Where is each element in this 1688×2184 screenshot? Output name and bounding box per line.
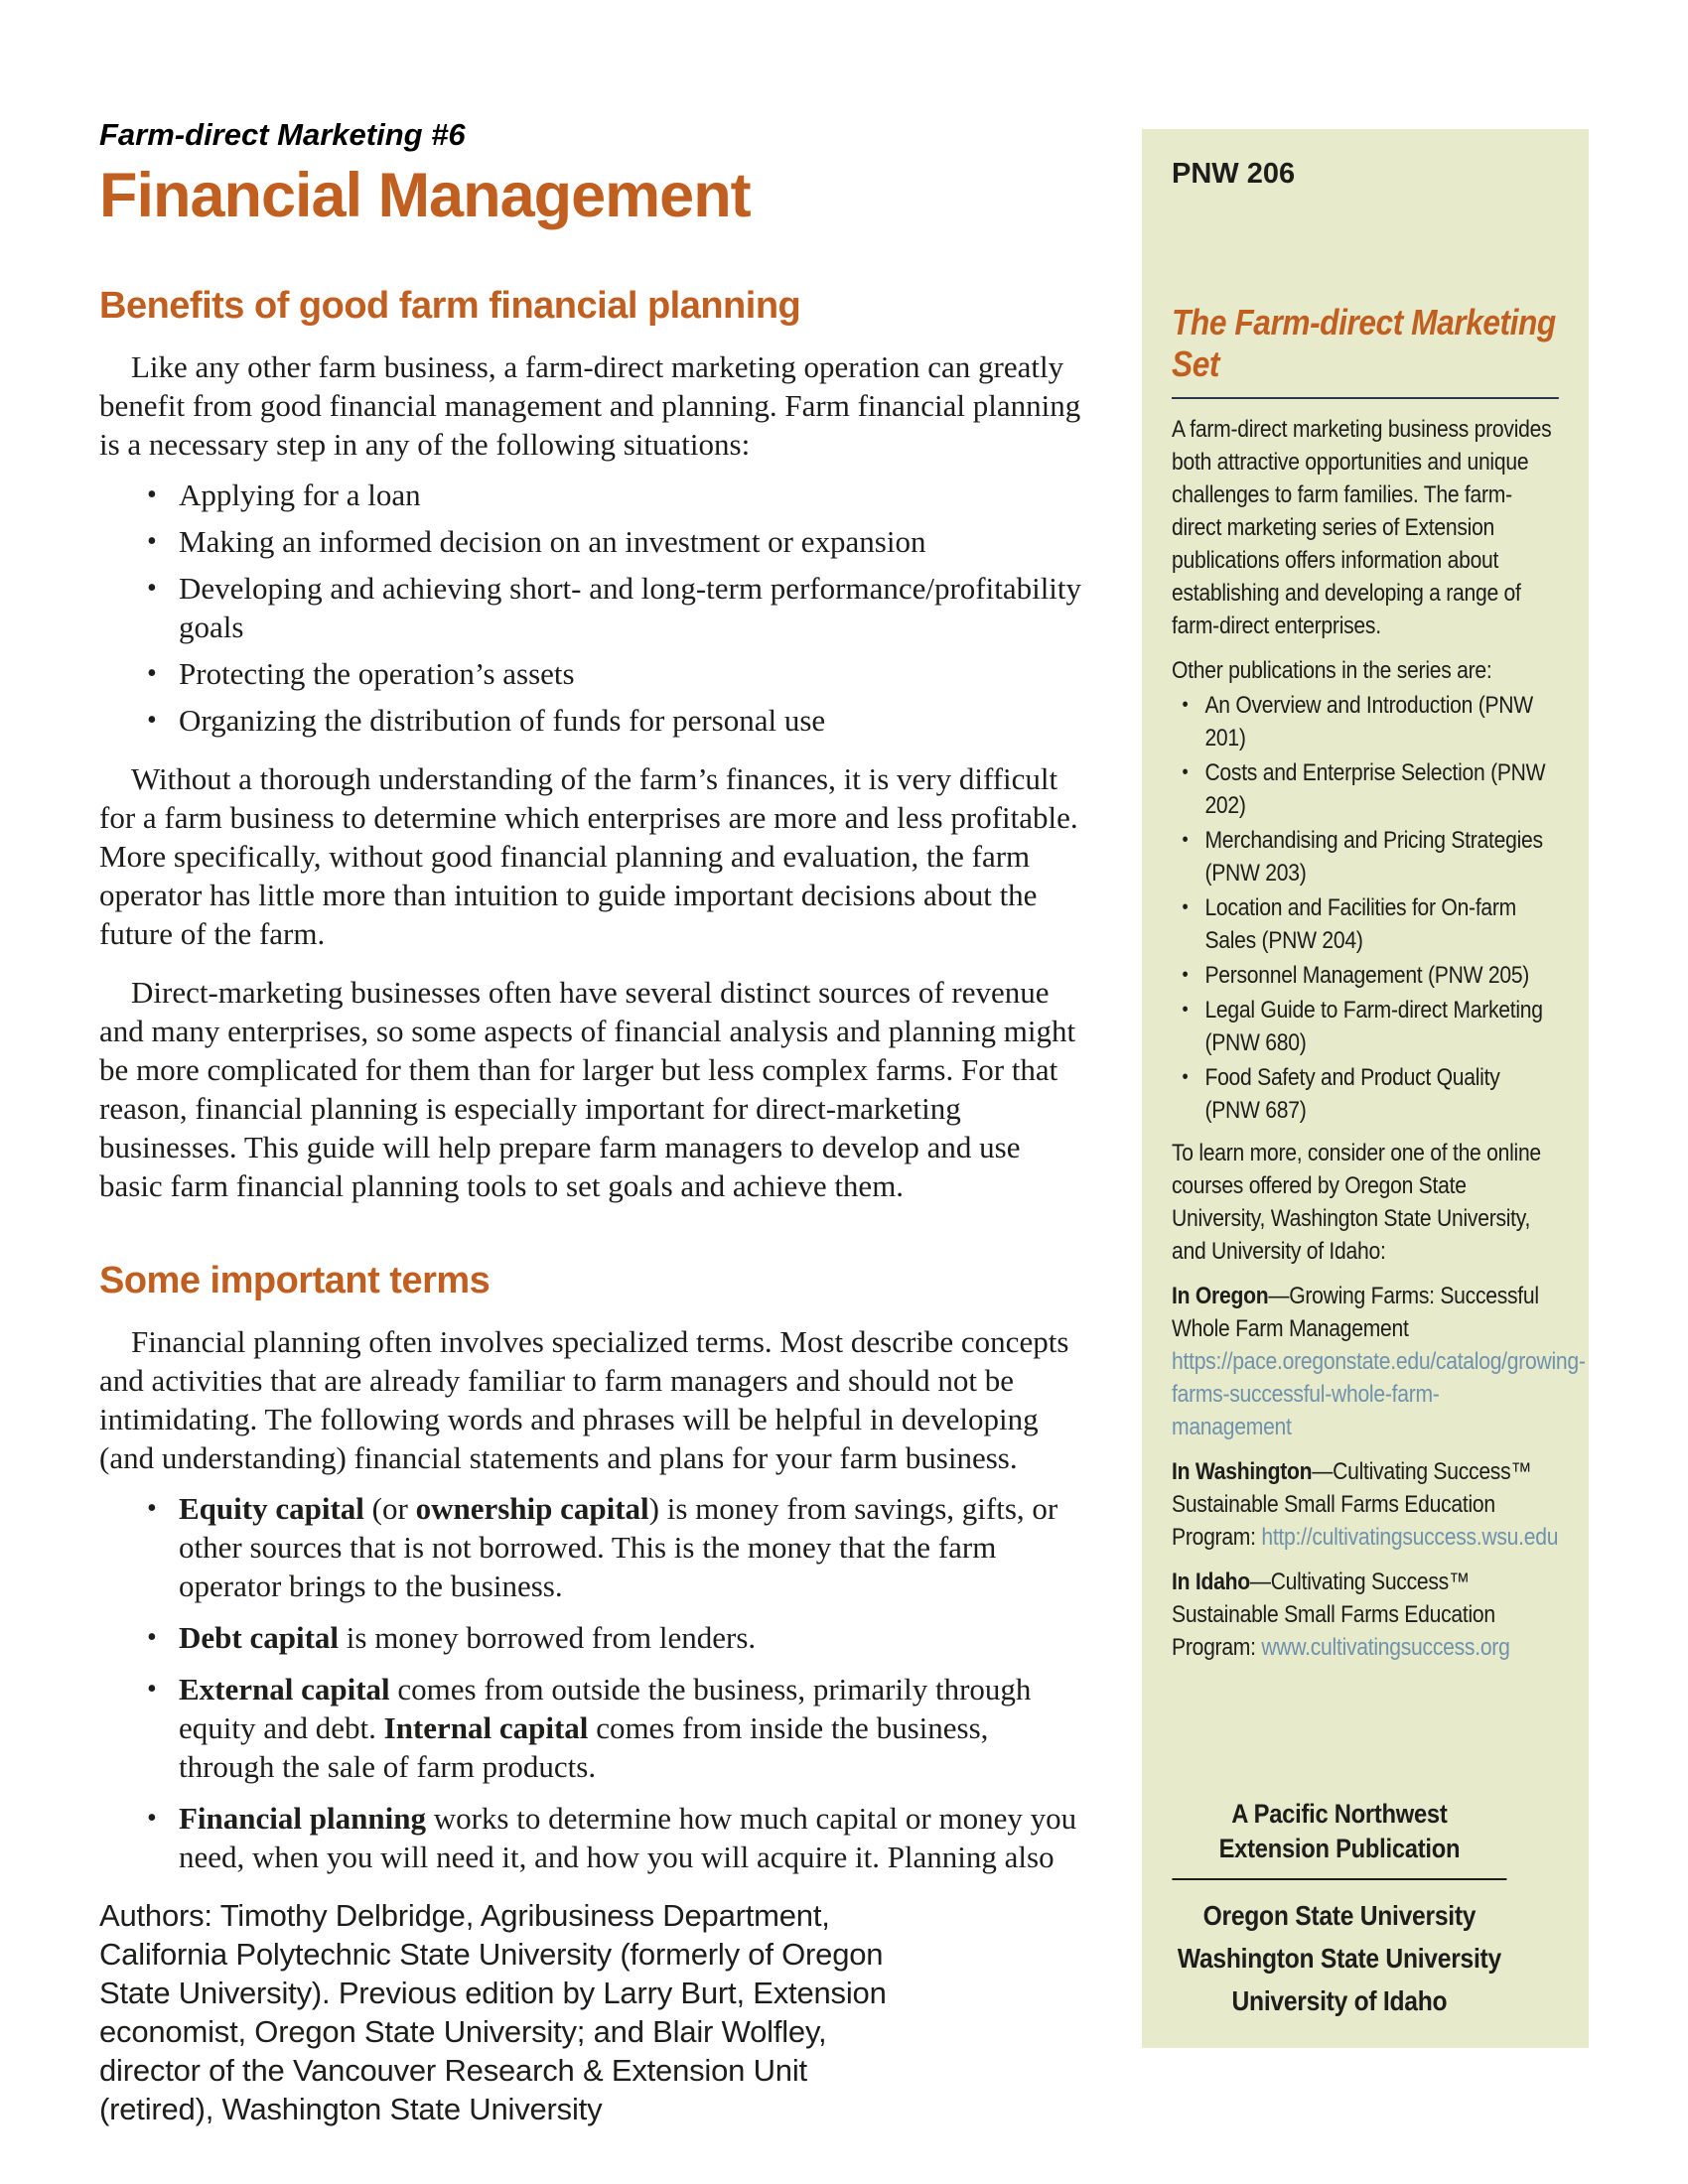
list-item: • Merchandising and Pricing Strategies (PNW 203): [1172, 824, 1559, 889]
text-run: ) is money from savings, gifts, or other sources that is not borrowed. This is the money that the farm operator brings to the business.: [179, 1491, 1058, 1603]
terms-intro-paragraph: Financial planning often involves specialized terms. Most describe concepts and activities that are already familiar to farm managers and should not be intimidating. The following words and phrases will be helpful in developing (and understanding) financial statements and plans for your farm business.: [99, 1324, 1069, 1475]
list-item: [99, 1799, 1087, 1876]
bold-term: Internal capital: [383, 1710, 589, 1745]
other-publications-label: Other publications in the series are:: [1172, 657, 1492, 684]
page-title: Financial Management: [99, 161, 751, 230]
text-run: —Growing Farms: Successful Whole Farm Management: [1172, 1283, 1539, 1342]
bold-term: External capital: [179, 1672, 390, 1706]
publication-number: PNW 206: [1172, 158, 1296, 190]
university-name: Oregon State University: [1202, 1900, 1477, 1931]
benefits-paragraph-3: Direct-marketing businesses often have several distinct sources of revenue and many enterprises, so some aspects of financial analysis and planning might be more complicated for them than for larger but less complex farms. For that reason, financial planning is especially important for direct-marketing businesses. This guide will help prepare farm managers to develop and use basic farm financial planning tools to set goals and achieve them.: [99, 975, 1076, 1203]
text-run: comes from outside the business, primarily through equity and debt.: [179, 1672, 1032, 1745]
list-item: [99, 1618, 1087, 1657]
idaho-course-paragraph: [1172, 1566, 1559, 1664]
list-item: [99, 1489, 1087, 1605]
publications-list: [1172, 689, 1559, 1127]
text-run: (or: [363, 1491, 416, 1526]
sidebar-footer: [1172, 1797, 1559, 2022]
list-item: • Food Safety and Product Quality (PNW 687): [1172, 1061, 1559, 1127]
bold-term: Equity capital: [179, 1491, 364, 1526]
list-item: • Developing and achieving short- and long-term performance/profitability goals: [99, 569, 1087, 646]
washington-course-paragraph: [1172, 1455, 1559, 1554]
sidebar: [1142, 129, 1589, 2048]
bold-term: Debt capital: [179, 1620, 340, 1655]
divider: [1172, 1878, 1506, 1880]
list-item: • Personnel Management (PNW 205): [1172, 959, 1559, 992]
sidebar-content: [1172, 302, 1586, 1664]
learn-more-paragraph: To learn more, consider one of the online courses offered by Oregon State University, Washington State University, and University of Idaho:: [1172, 1140, 1541, 1265]
list-item: [99, 1670, 1087, 1786]
section-heading-terms: Some important terms: [99, 1260, 491, 1301]
bold-term: Financial planning: [179, 1801, 426, 1836]
divider: [1172, 397, 1559, 399]
footer-title-line: A Pacific Northwest: [1231, 1799, 1448, 1829]
sidebar-intro-paragraph: A farm-direct marketing business provides both attractive opportunities and unique challenges to farm families. The farm-direct marketing series of Extension publications offers information about establishing and developing a range of farm-direct enterprises.: [1172, 416, 1552, 639]
footer-content: [1146, 1797, 1533, 2022]
bold-term: ownership capital: [415, 1491, 649, 1526]
hyperlink[interactable]: http://cultivatingsuccess.wsu.edu: [1261, 1524, 1559, 1551]
sidebar-heading: The Farm-direct Marketing Set: [1172, 302, 1556, 384]
text-run: comes from inside the business, through the sale of farm products.: [179, 1710, 989, 1784]
bold-term: In Washington: [1172, 1458, 1313, 1485]
list-item: • Making an informed decision on an investment or expansion: [99, 522, 1087, 561]
list-item: • Protecting the operation’s assets: [99, 654, 1087, 693]
text-run: —Cultivating Success™ Sustainable Small Farms Education Program:: [1172, 1458, 1532, 1551]
oregon-course-paragraph: [1172, 1280, 1586, 1443]
list-item: • Applying for a loan: [99, 476, 1087, 514]
text-run: works to determine how much capital or money you need, when you will need it, and how you will acquire it. Planning also: [179, 1801, 1077, 1874]
university-name: Washington State University: [1177, 1943, 1501, 1974]
main-column: [99, 117, 1087, 2128]
bold-term: In Idaho: [1172, 1569, 1250, 1595]
university-name: University of Idaho: [1231, 1985, 1448, 2016]
list-item: • Legal Guide to Farm-direct Marketing (PNW 680): [1172, 994, 1559, 1059]
section-heading-benefits: Benefits of good farm financial planning: [99, 285, 801, 327]
list-item: • Organizing the distribution of funds for personal use: [99, 701, 1087, 740]
bold-term: In Oregon: [1172, 1283, 1269, 1309]
hyperlink[interactable]: www.cultivatingsuccess.org: [1261, 1634, 1510, 1661]
text-run: is money borrowed from lenders.: [339, 1620, 757, 1655]
hyperlink[interactable]: https://pace.oregonstate.edu/catalog/growing-farms-successful-whole-farm-management: [1172, 1348, 1586, 1440]
list-item: • Costs and Enterprise Selection (PNW 202): [1172, 756, 1559, 822]
benefits-paragraph-2: Without a thorough understanding of the farm’s finances, it is very difficult for a farm business to determine which enterprises are more and less profitable. More specifically, without good financial planning and evaluation, the farm operator has little more than intuition to guide important decisions about the future of the farm.: [99, 761, 1078, 951]
authors-note: Authors: Timothy Delbridge, Agribusiness Department, California Polytechnic State University (formerly of Oregon State University). Previous edition by Larry Burt, Extension economist, Oregon State University; and Blair Wolfley, director of the Vancouver Research & Extension Unit (retired), Washington State University: [99, 1898, 887, 2126]
benefits-intro-paragraph: Like any other farm business, a farm-direct marketing operation can greatly benefit from good financial management and planning. Farm financial planning is a necessary step in any of the following situations:: [99, 349, 1081, 462]
text-run: —Cultivating Success™ Sustainable Small Farms Education Program:: [1172, 1569, 1495, 1661]
benefits-list: [99, 476, 1087, 740]
list-item: • Location and Facilities for On-farm Sales (PNW 204): [1172, 891, 1559, 957]
series-label: Farm-direct Marketing #6: [99, 117, 466, 152]
terms-list: [99, 1489, 1087, 1876]
footer-title-line: Extension Publication: [1218, 1834, 1461, 1863]
list-item: • An Overview and Introduction (PNW 201): [1172, 689, 1559, 754]
